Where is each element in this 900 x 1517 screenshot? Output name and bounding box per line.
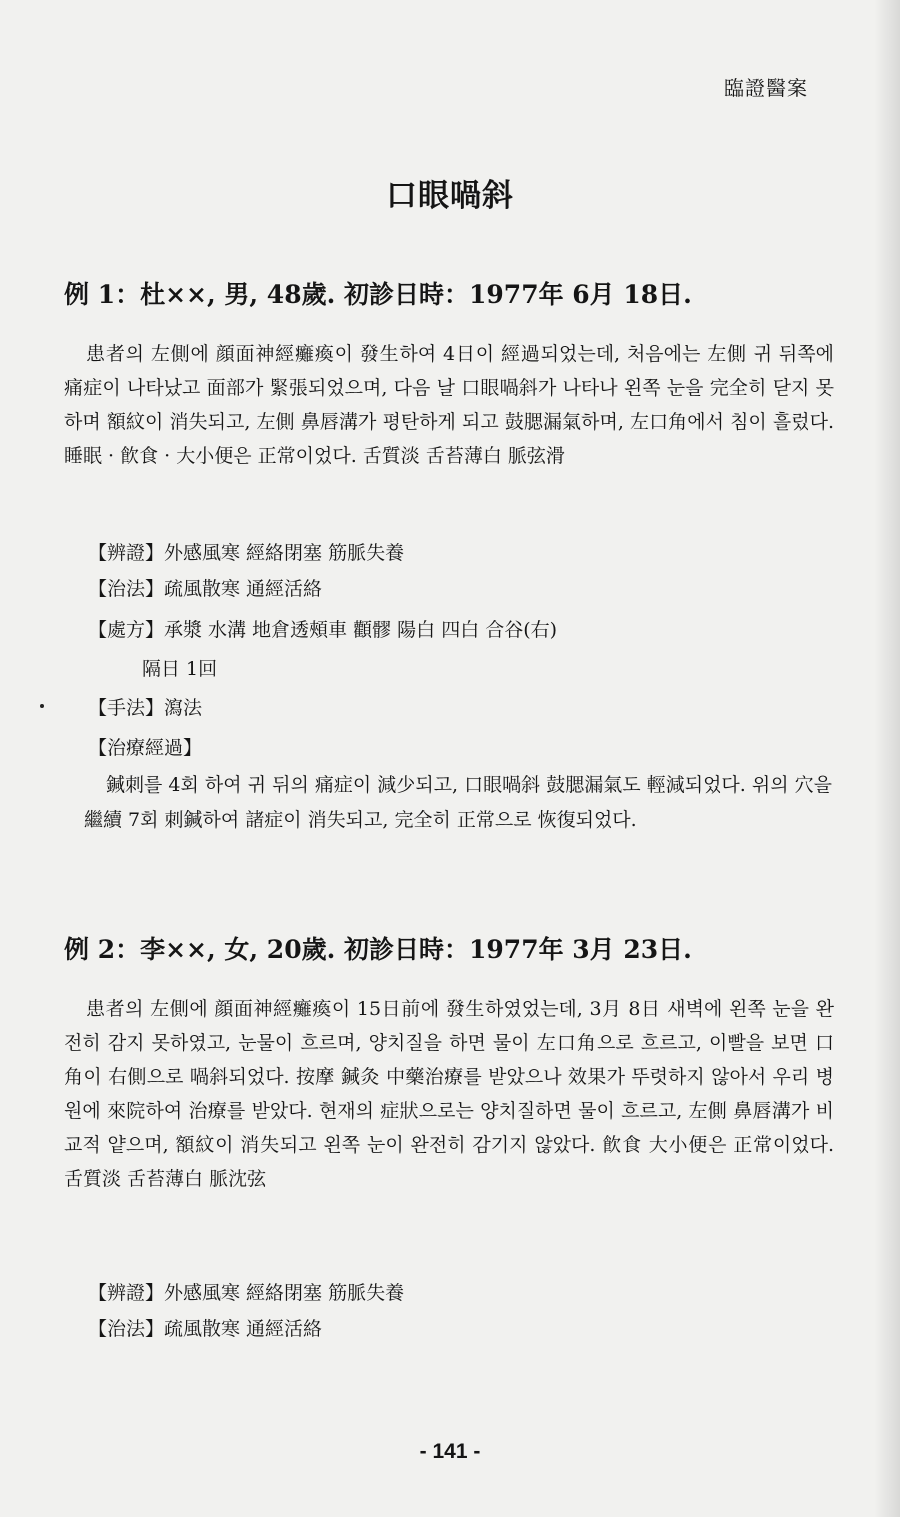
case-2-heading: 例 2：李××, 女, 20歲. 初診日時：1977年 3月 23日. xyxy=(64,935,692,964)
margin-speck xyxy=(40,704,44,708)
case-2-differentiation: 【辨證】外感風寒 經絡閉塞 筋脈失養 xyxy=(88,1282,405,1304)
case-1-prescription: 【處方】承漿 水溝 地倉透頰車 顴髎 陽白 四白 合谷(右) xyxy=(88,619,558,641)
case-1-differentiation: 【辨證】外感風寒 經絡閉塞 筋脈失養 xyxy=(88,542,405,564)
case-1-treatment-method: 【治法】疏風散寒 通經活絡 xyxy=(88,578,323,600)
case-1-heading: 例 1：杜××, 男, 48歲. 初診日時：1977年 6月 18日. xyxy=(64,280,692,309)
page-gutter-shadow xyxy=(874,0,900,1517)
case-2-narrative: 患者의 左側에 顔面神經癱瘓이 15日前에 發生하였었는데, 3月 8日 새벽에 왼쪽 눈을 완전히 감지 못하였고, 눈물이 흐르며, 양치질을 하면 물이 左口角으로 흐르고, 이빨을 보면 口角이 右側으로 喎斜되었다. 按摩 鍼灸 中藥治療를 받았으나 效果가 뚜렷하지 않아서 우리 병원에 來院하여 治療를 받았다. 현재의 症狀으로는 양치질하면 물이 흐르고, 左側 鼻唇溝가 비교적 얕으며, 額紋이 消失되고 왼쪽 눈이 완전히 감기지 않았다. 飮食 大小便은 正常이었다. 舌質淡 舌苔薄白 脈沈弦 xyxy=(64,998,834,1190)
case-1-narrative: 患者의 左側에 顔面神經癱瘓이 發生하여 4日이 經過되었는데, 처음에는 左側 귀 뒤쪽에 痛症이 나타났고 面部가 緊張되었으며, 다음 날 口眼喎斜가 나타나 왼쪽 눈을 完全히 닫지 못하며 額紋이 消失되고, 左側 鼻唇溝가 평탄하게 되고 鼓腮漏氣하며, 左口角에서 침이 흘렀다. 睡眠 · 飮食 · 大小便은 正常이었다. 舌質淡 舌苔薄白 脈弦滑 xyxy=(64,343,834,467)
case-2-treatment-method: 【治法】疏風散寒 通經活絡 xyxy=(88,1318,323,1340)
running-header: 臨證醫案 xyxy=(724,76,808,100)
case-1-process-label: 【治療經過】 xyxy=(88,737,203,759)
case-1-process-text: 鍼刺를 4회 하여 귀 뒤의 痛症이 減少되고, 口眼喎斜 鼓腮漏氣도 輕減되었다. 위의 穴을 繼續 7회 刺鍼하여 諸症이 消失되고, 完全히 正常으로 恢復되었다. xyxy=(84,774,832,831)
page-title: 口眼喎斜 xyxy=(386,178,514,214)
case-1-technique: 【手法】瀉法 xyxy=(88,697,203,719)
page-number: - 141 - xyxy=(419,1440,481,1463)
case-1-interval: 隔日 1回 xyxy=(142,658,218,680)
